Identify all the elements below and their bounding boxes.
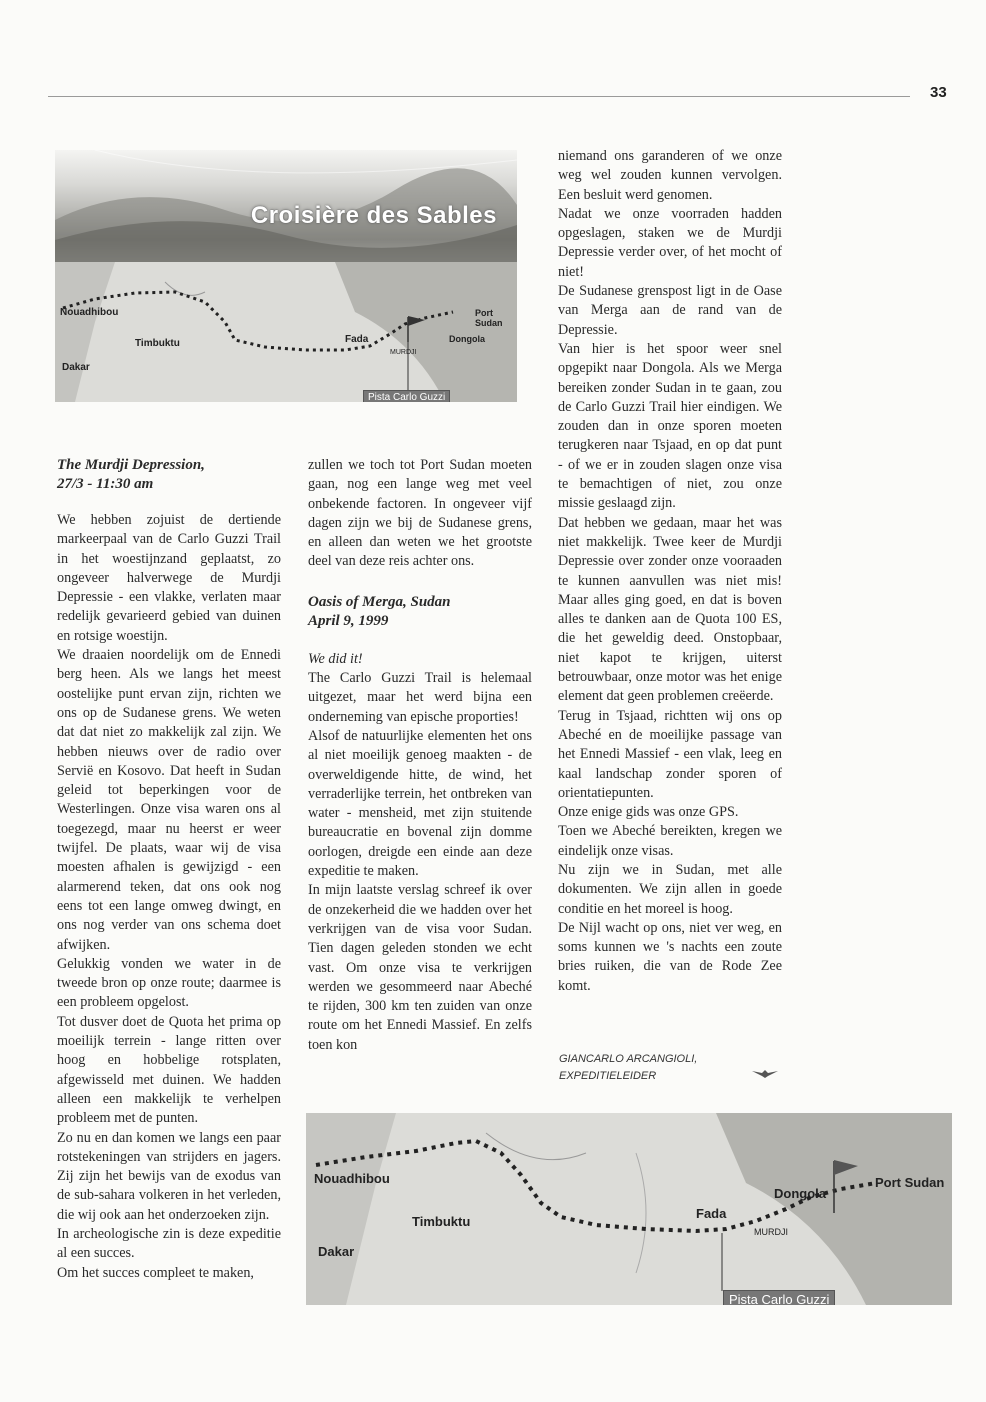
paragraph: Gelukkig vonden we water in de tweede bron op onze route; daarmee is een probleem opgelost. xyxy=(57,955,281,1011)
paragraph: Terug in Tsjaad, richtten wij ons op Abeché en de moeilijke passage van het Ennedi Massief - een vlak, leeg en kaal landschap zonder sporen of orientatiepunten. xyxy=(558,707,782,801)
banner-title: Croisière des Sables xyxy=(250,202,497,229)
bottom-map-pista-label: Pista Carlo Guzzi xyxy=(723,1290,835,1305)
moto-guzzi-eagle-logo xyxy=(752,1068,778,1078)
top-route-map xyxy=(55,262,517,402)
paragraph: Om het succes compleet te maken, xyxy=(57,1264,254,1281)
top-map-label-fada: Fada xyxy=(345,334,369,345)
paragraph: Van hier is het spoor weer snel opgepikt naar Dongola. Als we Merga bereiken zonder Sudan in te gaan, zou de Carlo Guzzi Trail hier eindigen. We zouden dan in onze sporen moeten terugkeren naar Tsjaad, en op dat punt - of we er in zouden slagen onze visa te bemachtigen of niet, zou onze missie geslaagd zijn. xyxy=(558,340,782,512)
signature xyxy=(559,1051,697,1085)
top-map-pista-label: Pista Carlo Guzzi xyxy=(363,390,450,402)
article-column-3 xyxy=(558,147,782,996)
paragraph: We hebben zojuist de dertiende markeerpaal van de Carlo Guzzi Trail in het woestijnzand geplaatst, zo ongeveer halverwege de Murdji Depressie - een vlakke, verlaten maar redelijk gevarieerd gebied van duinen en rotsige woestijn. xyxy=(57,512,281,644)
signature-role: EXPEDITIELEIDER xyxy=(559,1070,657,1082)
bottom-route-map xyxy=(306,1113,952,1305)
paragraph: The Carlo Guzzi Trail is helemaal uitgezet, maar het werd bijna een onderneming van epische proporties! xyxy=(308,670,532,725)
bottom-map-label-port-sudan: Port Sudan xyxy=(875,1175,945,1190)
top-map-label-dongola: Dongola xyxy=(449,334,485,344)
banner-image xyxy=(55,150,517,262)
header-rule xyxy=(48,96,910,97)
paragraph: Tot dusver doet de Quota het prima op moeilijk terrein - lange ritten over hoog en hobbelige rotsplaten, afgewisseld met duinen. We hadden alleen een makkelijk te verhelpen probleem met de punten. xyxy=(57,1013,281,1127)
article-column-2 xyxy=(308,456,532,1055)
article-column-1 xyxy=(57,456,281,1283)
section-heading-murdji: The Murdji Depression, xyxy=(57,457,205,473)
section-heading-merga: Oasis of Merga, Sudan xyxy=(308,593,451,610)
signature-name: GIANCARLO ARCANGIOLI, xyxy=(559,1053,698,1065)
bottom-map-label-nouadhibou: Nouadhibou xyxy=(314,1171,390,1186)
top-map-label-nouadhibou: Nouadhibou xyxy=(60,307,119,318)
section-date-merga: April 9, 1999 xyxy=(308,612,389,629)
paragraph: niemand ons garanderen of we onze weg wel zouden kunnen vervolgen. Een besluit werd genomen. xyxy=(558,148,782,203)
paragraph: Nadat we onze voorraden hadden opgeslagen, staken we de Murdji Depressie verder over, of het mocht of niet! xyxy=(558,205,782,280)
paragraph: De Sudanese grenspost ligt in de Oase van Merga aan de rand van de Depressie. xyxy=(558,283,782,338)
paragraph: We draaien noordelijk om de Ennedi berg heen. Als we langs het meest oostelijke punt ervan zijn, richten we ons op de Sudanese grens. We weten dat dat niet zo makkelijk zal zijn. We hebben nieuws over de radio over Servië en Kosovo. Dat heeft in Sudan geleid tot beperkingen voor de Westerlingen. Onze visa waren ons al toegezegd, maar nu heerst er weer twijfel. De plaats, waar wij de visa moesten afhalen is gewijzigd - een alarmerend teken, dat ons ook nog eens tot een lange omweg dwingt, en ons nog verder van ons schema doet afwijken. xyxy=(57,647,281,953)
section-date-murdji: 27/3 - 11:30 am xyxy=(57,476,154,492)
top-map-label-timbuktu: Timbuktu xyxy=(135,338,180,349)
top-map-label-port-sudan: Port Sudan xyxy=(475,308,503,328)
top-map-label-dakar: Dakar xyxy=(62,362,90,373)
paragraph: De Nijl wacht op ons, niet ver weg, en soms kunnen we 's nachts een zoute bries ruiken, die van de Rode Zee komt. xyxy=(558,919,782,994)
paragraph: Zo nu en dan komen we langs een paar rotstekeningen van strijders en jagers. Zij zijn het bewijs van de exodus van de sub-sahara volkeren in het verleden, die wij ook aan het onderzoeken zijn. xyxy=(57,1129,281,1223)
paragraph: Nu zijn we in Sudan, met alle dokumenten. We zijn allen in goede conditie en het moreel is hoog. xyxy=(558,861,782,917)
paragraph: Toen we Abeché bereikten, kregen we eindelijk onze visas. xyxy=(558,823,782,859)
page-number: 33 xyxy=(930,84,947,101)
bottom-map-label-murdji: MURDJI xyxy=(754,1227,788,1237)
paragraph: Alsof de natuurlijke elementen het ons al niet moeilijk genoeg maakten - de overweldigende hitte, de wind, het verraderlijke terrein, het ontbreken van water - mensheid, met zijn stuitende bureaucratie en bovenal zijn domme oorlogen, dreigde een einde aan deze expeditie te maken. xyxy=(308,727,532,880)
paragraph: zullen we toch tot Port Sudan moeten gaan, nog een lange weg met veel onbekende factoren. In ongeveer vijf dagen zijn we bij de Sudanese grens, en alleen dan weten we het grootste deel van deze reis achter ons. xyxy=(308,457,532,570)
subheading: We did it! xyxy=(308,650,363,667)
bottom-map-label-fada: Fada xyxy=(696,1206,727,1221)
bottom-map-graphic xyxy=(306,1113,952,1305)
top-map-graphic xyxy=(55,262,517,402)
paragraph: In mijn laatste verslag schreef ik over de onzekerheid die we hadden over het verkrijgen van de visa voor Sudan. Tien dagen geleden stonden we echt vast. Om onze visa te verkrijgen werden we gesommeerd naar Abeché te rijden, 300 km ten zuiden van onze route om het Ennedi Massief. En zelfs toen kon xyxy=(308,882,532,1053)
bottom-map-label-dongola: Dongola xyxy=(774,1186,826,1201)
bottom-map-label-dakar: Dakar xyxy=(318,1244,355,1259)
paragraph: In archeologische zin is deze expeditie al een succes. xyxy=(57,1225,281,1262)
paragraph: Onze enige gids was onze GPS. xyxy=(558,804,739,821)
top-map-label-murdji: MURDJI xyxy=(390,349,417,356)
paragraph: Dat hebben we gedaan, maar het was niet makkelijk. Twee keer de Murdji Depressie over zonder onze vooraaden te kunnen aanvullen was niet mis! Maar alles ging goed, en dat is boven alles te danken aan de Quota 100 ES, die het geweldig deed. Onstopbaar, niet kapot te krijgen, uiterst betrouwbaar, onze motor was het enige element dat geen problemen creëerde. xyxy=(558,514,782,705)
bottom-map-label-timbuktu: Timbuktu xyxy=(412,1214,471,1229)
